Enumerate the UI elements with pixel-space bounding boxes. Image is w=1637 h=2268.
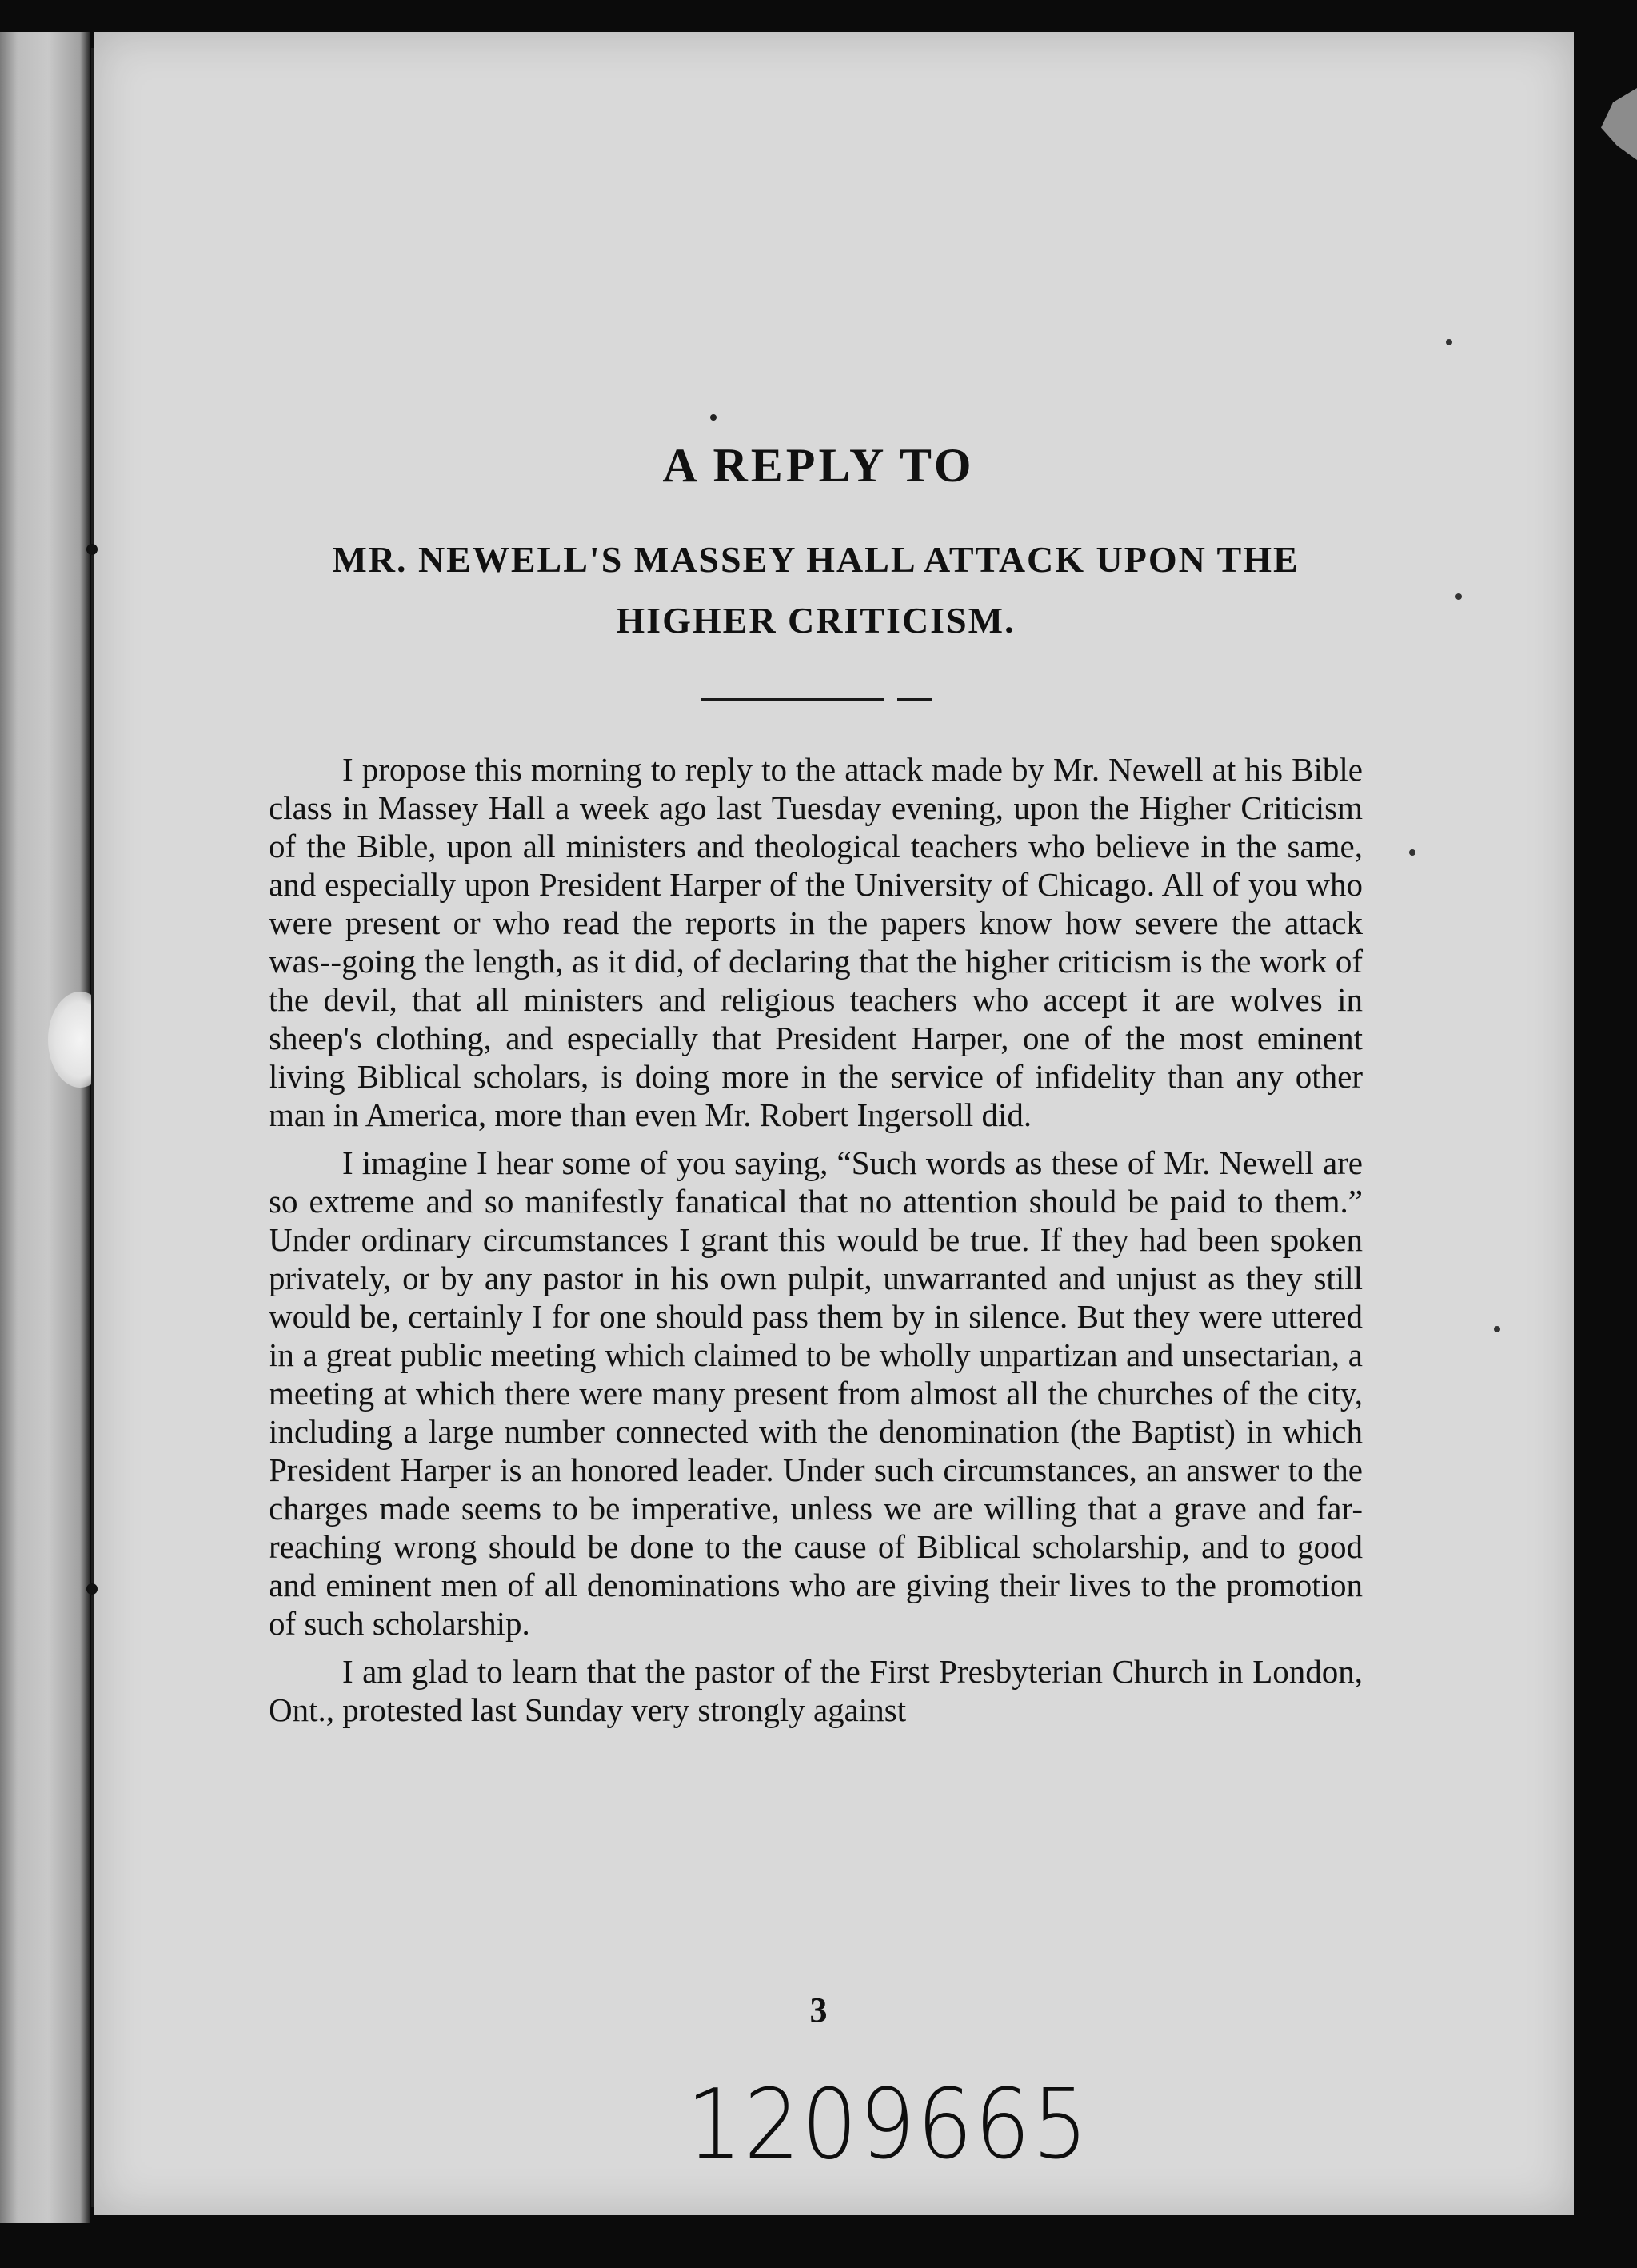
body-text: [269, 750, 1363, 1739]
page-number: 3: [809, 1990, 828, 2030]
binding-mark: [86, 1583, 98, 1595]
page-title: A REPLY TO: [662, 439, 975, 492]
binding-line: [91, 48, 94, 2207]
subtitle-line: MR. NEWELL'S MASSEY HALL ATTACK UPON THE: [332, 539, 1300, 580]
paper-speck: [1409, 849, 1415, 856]
paragraph: I imagine I hear some of you saying, “Such words as these of Mr. Newell are so extreme and so manifestly fanatical that no attention should be paid to them.” Under ordinary circumstances I grant this would be true. If they had been spoken privately, or by any pastor in his own pulpit, unwarranted and unjust as they still would be, certainly I for one should pass them by in silence. But they were uttered in a great public meeting which claimed to be wholly unpartizan and unsectarian, a meeting at which there were many present from almost all the churches of the city, including a large number connected with the denomination (the Baptist) in which President Harper is an honored leader. Under such circumstances, an answer to the charges made seems to be imperative, unless we are willing that a grave and far-reaching wrong should be done to the cause of Biblical scholarship, and to good and eminent men of all denominations who are giving their lives to the promotion of such scholarship.: [269, 1144, 1363, 1642]
paper-speck: [1455, 593, 1462, 600]
torn-corner: [1597, 88, 1637, 160]
page-subtitle: [264, 529, 1367, 651]
section-rule: [701, 698, 884, 701]
binding-mark: [86, 544, 98, 555]
ornament-dot: [710, 414, 717, 421]
paper-speck: [1494, 1326, 1500, 1332]
paragraph: I am glad to learn that the pastor of the First Presbyterian Church in London, Ont., protested last Sunday very strongly against: [269, 1653, 1363, 1728]
paragraph: I propose this morning to reply to the attack made by Mr. Newell at his Bible class in Massey Hall a week ago last Tuesday evening, upon the Higher Criticism of the Bible, upon all ministers and theological teachers who believe in the same, and especially upon President Harper of the University of Chicago. All of you who were present or who read the reports in the papers know how severe the attack was--going the length, as it did, of declaring that the higher criticism is the work of the devil, that all ministers and religious teachers who accept it are wolves in sheep's clothing, and especially that President Harper, one of the most eminent living Biblical scholars, is doing more in the service of infidelity than any other man in America, more than even Mr. Robert Ingersoll did.: [269, 751, 1363, 1133]
section-rule-tail: [897, 698, 932, 701]
previous-page-edge: [0, 32, 90, 2223]
subtitle-line: HIGHER CRITICISM.: [616, 600, 1016, 641]
paper-speck: [1446, 339, 1452, 345]
handwritten-accession-number: 1209665: [686, 2070, 1090, 2181]
